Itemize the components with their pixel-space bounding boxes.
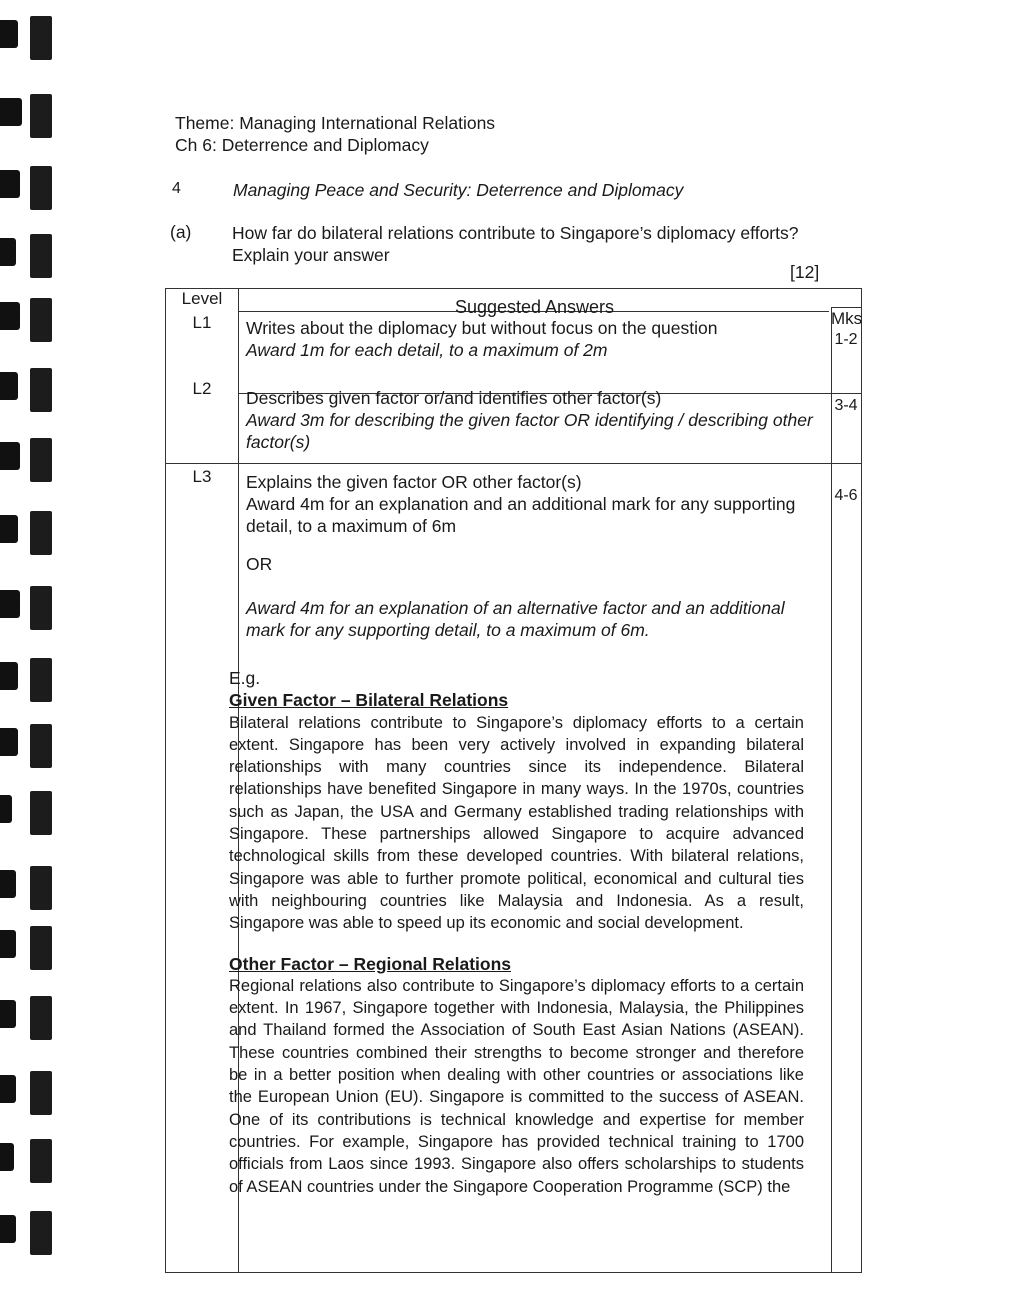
l1-award: Award 1m for each detail, to a maximum of 2m (246, 340, 608, 360)
binding-hole (0, 442, 20, 470)
given-factor-text: Bilateral relations contribute to Singapore’s diplomacy efforts to a certain extent. Singapore has been very actively involved in expanding bilateral relationships with many countries since its independence. Bilateral relationships have benefited Singapore in many ways. In the 1970s, countries such as Japan, the USA and Germany established trading relationships with Singapore. These partnerships allowed Singapore to acquire advanced technological skills from these developed countries. With bilateral relations, Singapore was able to further promote political, economical and cultural ties with neighbouring countries like Malaysia and Indonesia. As a result, Singapore was able to speed up its economic and social development. (229, 713, 804, 933)
l3-award: Award 4m for an explanation and an additional mark for any supporting detail, to a maximum of 6m (246, 494, 796, 536)
theme-line: Theme: Managing International Relations (175, 113, 496, 133)
column-divider (831, 307, 832, 1272)
l2-award: Award 3m for describing the given factor OR identifying / describing other factor(s) (246, 410, 813, 452)
question-number: 4 (172, 180, 181, 197)
l3-or: OR (246, 554, 273, 574)
given-factor-heading: Given Factor – Bilateral Relations (229, 690, 509, 711)
binding-hole (0, 170, 20, 198)
level-l1: L1 (192, 313, 212, 332)
l2-descriptor-block (246, 387, 826, 453)
other-factor-heading: Other Factor – Regional Relations (229, 953, 511, 974)
binding-hole (0, 515, 18, 543)
binding-hole (0, 795, 12, 823)
binding-hole (0, 1075, 16, 1103)
l3-award-alternative: Award 4m for an explanation of an alternative factor and an additional mark for any supporting detail, to a maximum of 6m. (246, 598, 785, 640)
l2-marks: 3-4 (834, 397, 858, 414)
marking-scheme-table (165, 288, 862, 1273)
question-part-label: (a) (170, 222, 192, 242)
l3-example-block (229, 667, 804, 1198)
question-marks: [12] (790, 262, 820, 282)
l3-descriptor: Explains the given factor OR other factor(s) (246, 472, 582, 492)
binding-hole (0, 238, 16, 266)
binding-hole (0, 302, 20, 330)
level-l3: L3 (192, 467, 212, 486)
binding-hole (0, 20, 18, 48)
row-divider (166, 463, 861, 464)
other-factor-text: Regional relations also contribute to Singapore’s diplomacy efforts to a certain extent. In 1967, Singapore together with Indonesia, Malaysia, the Philippines and Thailand formed the Association of South East Asian Nations (ASEAN). These countries combined their strengths to become stronger and therefore be in a better position when dealing with other countries or associations like the European Union (EU). Singapore is committed to the success of ASEAN. One of its contributions is technical knowledge and expertise for member countries. For example, Singapore has provided technical training to 1700 officials from Laos since 1993. Singapore also offers scholarships to students of ASEAN countries under the Singapore Cooperation Programme (SCP) the (229, 976, 804, 1196)
binding-hole (0, 98, 22, 126)
question-text: How far do bilateral relations contribute to Singapore’s diplomacy efforts? Explain your answer (232, 223, 799, 265)
l1-marks: 1-2 (834, 331, 858, 348)
binding-hole (0, 1000, 16, 1028)
level-l2: L2 (192, 379, 212, 398)
binding-holes (0, 0, 60, 1299)
example-label: E.g. (229, 668, 261, 688)
binding-hole (0, 590, 20, 618)
header-suggested-answers: Suggested Answers (454, 297, 615, 317)
question-topic: Managing Peace and Security: Deterrence and Diplomacy (233, 180, 684, 200)
row-divider (831, 307, 861, 308)
binding-hole (0, 1215, 16, 1243)
header-level: Level (181, 289, 223, 308)
header-marks: Mks (831, 309, 863, 328)
binding-hole (0, 870, 16, 898)
binding-hole (0, 930, 16, 958)
l2-descriptor: Describes given factor or/and identifies other factor(s) (246, 388, 662, 408)
binding-hole (0, 372, 18, 400)
l3-marks: 4-6 (834, 487, 858, 504)
binding-hole (0, 1143, 14, 1171)
chapter-line: Ch 6: Deterrence and Diplomacy (175, 135, 429, 155)
l3-descriptor-block (246, 471, 826, 641)
l1-descriptor: Writes about the diplomacy but without focus on the question (246, 318, 718, 338)
page-header (175, 112, 495, 156)
l1-descriptor-block (246, 317, 826, 361)
binding-hole (0, 728, 18, 756)
binding-hole (0, 662, 18, 690)
